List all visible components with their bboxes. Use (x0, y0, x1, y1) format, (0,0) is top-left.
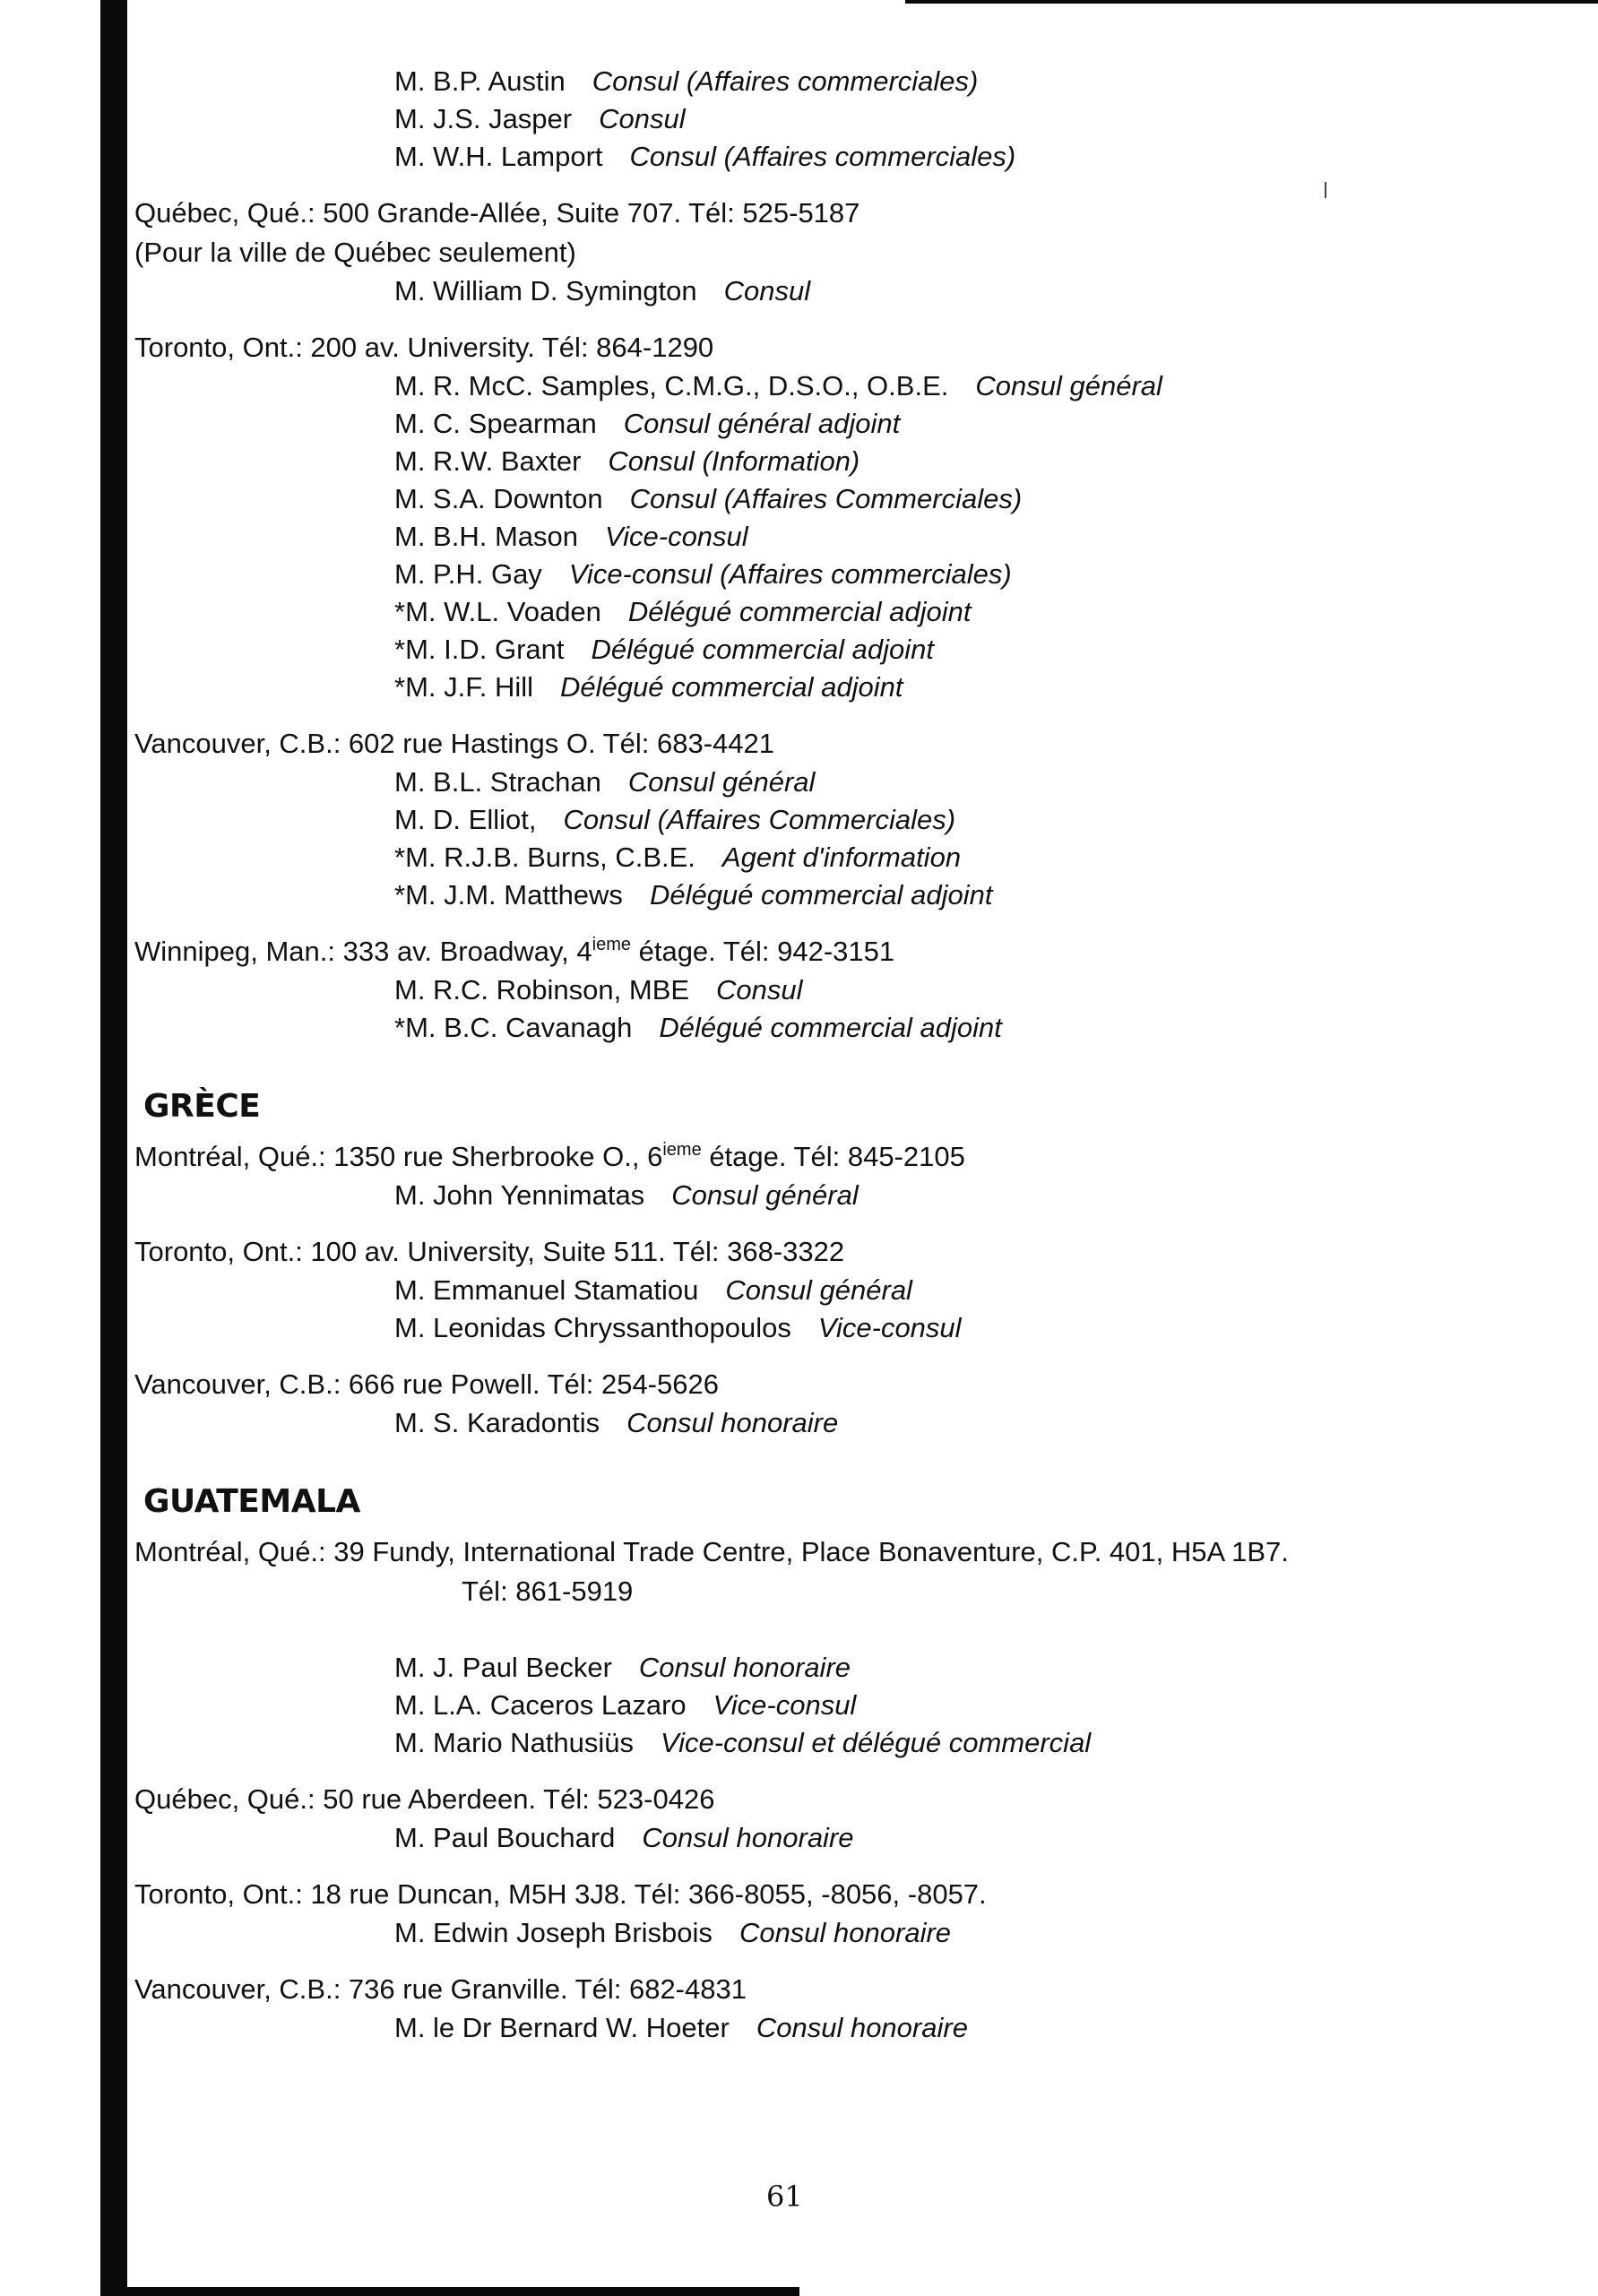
person-title: Consul (723, 275, 811, 306)
guatemala-office-montreal (134, 1532, 1497, 1762)
person-entry (394, 443, 1497, 480)
person-entry (394, 63, 1497, 100)
person-entry (394, 1272, 1497, 1309)
person-title: Vice-consul (Affaires commerciales) (568, 558, 1012, 590)
person-name: M. B.L. Strachan (394, 766, 601, 798)
person-entry (394, 480, 1497, 518)
person-name: M. R.W. Baxter (394, 445, 582, 477)
person-title: Vice-consul et délégué commercial (661, 1727, 1092, 1758)
person-name: M. Edwin Joseph Brisbois (394, 1917, 713, 1948)
person-title: Consul général adjoint (623, 408, 901, 439)
office-toronto (134, 328, 1497, 706)
person-title: Consul général (671, 1179, 859, 1211)
person-name: *M. W.L. Voaden (394, 596, 601, 627)
address-part: étage. Tél: 942-3151 (630, 936, 895, 967)
floor-superscript: ieme (592, 935, 631, 954)
guatemala-office-vancouver (134, 1970, 1497, 2047)
office-address: Vancouver, C.B.: 666 rue Powell. Tél: 254-5626 (134, 1368, 719, 1400)
person-entry (394, 405, 1497, 443)
page-number: 61 (766, 2179, 803, 2214)
page-binding-edge (100, 0, 127, 2296)
office-phone: Tél: 861-5919 (462, 1575, 634, 1607)
person-name: M. Emmanuel Stamatiou (394, 1274, 699, 1306)
person-name: M. D. Elliot, (394, 804, 537, 835)
bottom-scan-edge (100, 2287, 799, 2296)
person-name: M. J.S. Jasper (394, 103, 573, 134)
office-address (134, 932, 1497, 971)
person-name: *M. J.M. Matthews (394, 879, 623, 911)
person-entry (394, 556, 1497, 593)
office-address: Toronto, Ont.: 200 av. University. Tél: 864-1290 (134, 332, 714, 363)
office-address: Toronto, Ont.: 18 rue Duncan, M5H 3J8. Tél: 366-8055, -8056, -8057. (134, 1878, 987, 1910)
spacer (134, 1611, 1497, 1649)
person-entry (394, 100, 1497, 138)
person-name: M. B.H. Mason (394, 521, 578, 552)
office-address (134, 1137, 1497, 1177)
person-title: Consul (716, 974, 803, 1006)
person-entry (394, 1914, 1497, 1952)
person-name: M. P.H. Gay (394, 558, 542, 590)
person-entry (394, 2009, 1497, 2047)
person-title: Délégué commercial adjoint (659, 1012, 1002, 1043)
person-title: Consul (Affaires commerciales) (592, 65, 979, 97)
person-entry (394, 518, 1497, 556)
person-name: M. John Yennimatas (394, 1179, 645, 1211)
office-address: Vancouver, C.B.: 736 rue Granville. Tél: 682-4831 (134, 1973, 747, 2005)
greece-office-toronto (134, 1232, 1497, 1347)
person-title: Consul (Affaires commerciales) (629, 141, 1016, 172)
office-address: Québec, Qué.: 500 Grande-Allée, Suite 707. Tél: 525-5187 (134, 197, 860, 229)
person-entry (394, 1177, 1497, 1214)
person-name: M. le Dr Bernard W. Hoeter (394, 2012, 730, 2043)
person-name: M. Paul Bouchard (394, 1822, 616, 1853)
country-heading-greece: GRÈCE (143, 1088, 261, 1125)
person-name: M. William D. Symington (394, 275, 697, 306)
person-name: M. Mario Nathusiüs (394, 1727, 635, 1758)
office-winnipeg (134, 932, 1497, 1047)
person-name: M. R. McC. Samples, C.M.G., D.S.O., O.B.E. (394, 370, 949, 401)
person-name: *M. I.D. Grant (394, 634, 565, 665)
address-part: étage. Tél: 845-2105 (701, 1141, 965, 1172)
person-entry (394, 801, 1497, 839)
greece-office-vancouver (134, 1365, 1497, 1442)
person-name: *M. R.J.B. Burns, C.B.E. (394, 842, 695, 873)
person-title: Délégué commercial adjoint (649, 879, 993, 911)
person-title: Consul honoraire (638, 1652, 851, 1683)
office-vancouver (134, 724, 1497, 914)
person-entry (394, 1009, 1497, 1047)
address-part: Montréal, Qué.: 1350 rue Sherbrooke O., 6 (134, 1141, 663, 1172)
person-title: Agent d'information (721, 842, 962, 873)
person-entry (394, 1404, 1497, 1442)
office-address: Québec, Qué.: 50 rue Aberdeen. Tél: 523-0426 (134, 1783, 715, 1815)
person-title: Consul honoraire (642, 1822, 854, 1853)
person-name: *M. J.F. Hill (394, 671, 533, 703)
person-title: Consul (Affaires Commerciales) (563, 804, 956, 835)
person-name: *M. B.C. Cavanagh (394, 1012, 633, 1043)
person-entry (394, 971, 1497, 1009)
office-address: Vancouver, C.B.: 602 rue Hastings O. Tél: 683-4421 (134, 728, 774, 759)
person-name: M. R.C. Robinson, MBE (394, 974, 690, 1006)
greece-office-montreal (134, 1137, 1497, 1214)
person-title: Délégué commercial adjoint (591, 634, 935, 665)
person-entry (394, 1724, 1497, 1762)
directory-page (134, 63, 1497, 2065)
office-note: (Pour la ville de Québec seulement) (134, 237, 576, 268)
person-name: M. S. Karadontis (394, 1407, 600, 1438)
person-name: M. Leonidas Chryssanthopoulos (394, 1312, 791, 1343)
person-entry (394, 764, 1497, 801)
person-title: Consul (Affaires Commerciales) (629, 483, 1023, 514)
person-entry (394, 1309, 1497, 1347)
person-name: M. L.A. Caceros Lazaro (394, 1689, 687, 1721)
person-title: Consul général (627, 766, 816, 798)
person-title: Consul général (725, 1274, 912, 1306)
person-name: M. S.A. Downton (394, 483, 603, 514)
person-entry (394, 1819, 1497, 1857)
person-entry (394, 138, 1497, 176)
person-title: Consul honoraire (626, 1407, 839, 1438)
address-part: Winnipeg, Man.: 333 av. Broadway, 4 (134, 936, 592, 967)
person-name: M. W.H. Lamport (394, 141, 603, 172)
person-entry (394, 669, 1497, 706)
person-name: M. J. Paul Becker (394, 1652, 612, 1683)
office-address: Montréal, Qué.: 39 Fundy, International Trade Centre, Place Bonaventure, C.P. 401, H5A 1B7. (134, 1536, 1289, 1567)
person-entry (394, 272, 1497, 310)
person-title: Vice-consul (713, 1689, 857, 1721)
person-title: Délégué commercial adjoint (560, 671, 903, 703)
person-entry (394, 1687, 1497, 1724)
person-title: Consul (599, 103, 686, 134)
country-heading-guatemala: GUATEMALA (143, 1483, 360, 1520)
person-name: M. C. Spearman (394, 408, 597, 439)
person-entry (394, 593, 1497, 631)
person-title: Vice-consul (605, 521, 748, 552)
person-title: Consul honoraire (756, 2012, 968, 2043)
person-title: Consul honoraire (739, 1917, 952, 1948)
office-address: Toronto, Ont.: 100 av. University, Suite 511. Tél: 368-3322 (134, 1236, 845, 1267)
person-entry (394, 631, 1497, 669)
person-entry (394, 367, 1497, 405)
person-title: Consul (Information) (608, 445, 860, 477)
person-title: Délégué commercial adjoint (627, 596, 972, 627)
guatemala-office-toronto (134, 1875, 1497, 1952)
office-quebec (134, 194, 1497, 310)
person-name: M. B.P. Austin (394, 65, 566, 97)
person-entry (394, 876, 1497, 914)
top-scan-edge (905, 0, 1598, 4)
floor-superscript: ieme (662, 1140, 702, 1160)
person-entry (394, 839, 1497, 876)
person-title: Consul général (975, 370, 1162, 401)
person-entry (394, 1649, 1497, 1687)
top-group (134, 63, 1497, 176)
person-title: Vice-consul (817, 1312, 962, 1343)
guatemala-office-quebec (134, 1780, 1497, 1857)
